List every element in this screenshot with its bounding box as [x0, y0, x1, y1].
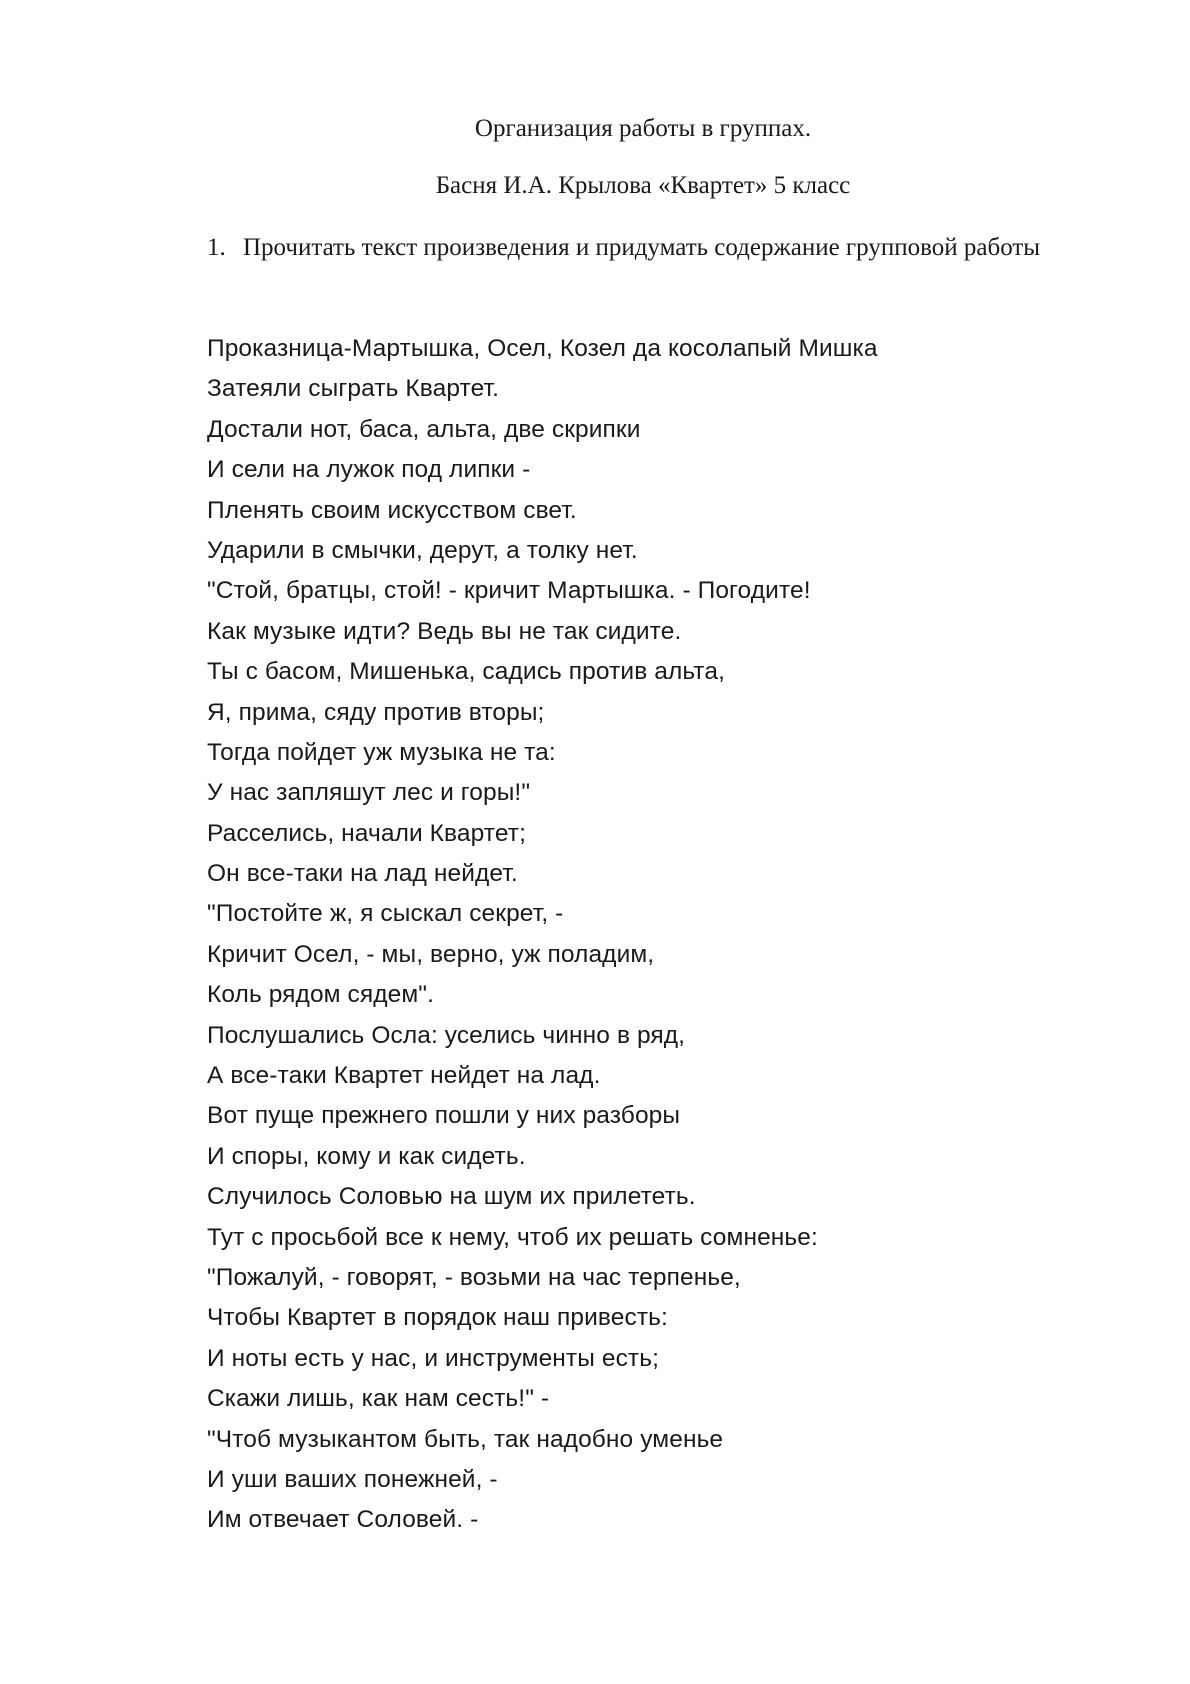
- poem-line: "Постойте ж, я сыскал секрет, -: [207, 900, 564, 928]
- poem-line: Ты с басом, Мишенька, садись против альта,: [207, 658, 725, 686]
- task-text: Прочитать текст произведения и придумать содержание групповой работы: [243, 234, 1041, 261]
- poem-line: "Чтоб музыкантом быть, так надобно уменье: [207, 1425, 724, 1453]
- poem-text: [207, 329, 1107, 1541]
- poem-line: Коль рядом сядем".: [207, 981, 435, 1009]
- poem-line: У нас запляшут лес и горы!": [207, 779, 531, 807]
- poem-line: Расселись, начали Квартет;: [207, 819, 526, 847]
- poem-line: Кричит Осел, - мы, верно, уж поладим,: [207, 940, 655, 968]
- poem-line: "Стой, братцы, стой! - кричит Мартышка. - Погодите!: [207, 577, 811, 605]
- poem-line: Ударили в смычки, дерут, а толку нет.: [207, 536, 638, 564]
- poem-line: Затеяли сыграть Квартет.: [207, 375, 500, 403]
- poem-line: Пленять своим искусством свет.: [207, 496, 577, 524]
- poem-line: "Пожалуй, - говорят, - возьми на час терпенье,: [207, 1263, 741, 1291]
- poem-line: Случилось Соловью на шум их прилететь.: [207, 1183, 696, 1211]
- poem-line: Тогда пойдет уж музыка не та:: [207, 738, 556, 766]
- poem-line: Послушались Осла: уселись чинно в ряд,: [207, 1021, 686, 1049]
- poem-line: Тут с просьбой все к нему, чтоб их решать сомненье:: [207, 1223, 818, 1251]
- poem-line: Проказница-Мартышка, Осел, Козел да косолапый Мишка: [207, 335, 878, 362]
- poem-line: И уши ваших понежней, -: [207, 1465, 498, 1493]
- poem-line: Вот пуще прежнего пошли у них разборы: [207, 1102, 681, 1130]
- poem-line: Скажи лишь, как нам сесть!" -: [207, 1385, 550, 1413]
- poem-line: Им отвечает Соловей. -: [207, 1506, 479, 1534]
- poem-line: И споры, кому и как сидеть.: [207, 1142, 526, 1170]
- task-number: 1.: [207, 234, 226, 261]
- task-item: [207, 228, 1077, 267]
- poem-line: Он все-таки на лад нейдет.: [207, 860, 518, 888]
- document-title: Организация работы в группах.: [474, 115, 812, 142]
- poem-line: И ноты есть у нас, и инструменты есть;: [207, 1344, 660, 1372]
- document-subtitle: Басня И.А. Крылова «Квартет» 5 класс: [435, 172, 851, 199]
- poem-line: А все-таки Квартет нейдет на лад.: [207, 1062, 601, 1090]
- poem-line: Как музыке идти? Ведь вы не так сидите.: [207, 617, 682, 645]
- poem-line: Достали нот, баса, альта, две скрипки: [207, 415, 641, 443]
- poem-line: И сели на лужок под липки -: [207, 456, 531, 484]
- poem-line: Я, прима, сяду против вторы;: [207, 698, 545, 726]
- poem-line: Чтобы Квартет в порядок наш привесть:: [207, 1304, 668, 1332]
